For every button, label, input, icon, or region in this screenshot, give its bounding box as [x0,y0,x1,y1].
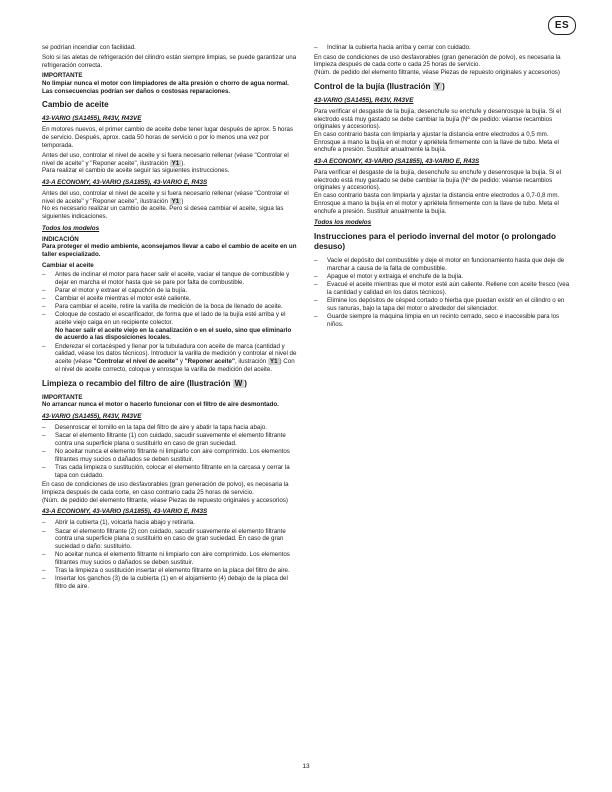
paragraph: Antes del uso, controlar el nivel de aceite y si fuera necesario rellenar (véase "Controlar el nivel de aceite" y "Reponer aceite", ilustración Y1 ) [42,189,289,205]
illustration-ref: Y [434,81,441,91]
illustration-ref: W [234,378,243,388]
list-item: – No aceitar nunca el elemento filtrante ni limpiarlo con aire comprimido. Los elementos filtrantes muy sucios o dañados se deben sustituir. [42,448,298,463]
air-filter-steps [42,519,298,590]
section-title-air-filter: Limpieza o recambio del filtro de aire (Ilustración W ) [42,378,247,388]
list-item: – Tras la limpieza o sustitución insertar el elemento filtrante en la placa del filtro de aire. [42,567,298,575]
paragraph: En caso de condiciones de uso desfavorables (gran generación de polvo), es necesaria la limpieza después de cada corte, en caso contrario cada 25 horas de servicio. [42,481,289,497]
list-item: – Desenroscar el tornillo en la tapa del filtro de aire y abatir la tapa hacia abajo. [42,424,298,432]
paragraph: (Núm. de pedido del elemento filtrante, véase Piezas de repuesto originales y accesorios) [42,496,288,504]
intro-text: se podrían incendiar con facilidad. [42,44,136,51]
list-item: – Enderezar el cortacésped y llenar por la tubuladura con aceite de marca (cantidad y calidad, véase los datos técnicos). Introducir la varilla de medición y controlar el nivel de aceite (véase "Controlar el nivel de aceite" y "Reponer aceite", ilustración Y1 ) Con el nivel de aceite correcto, coloque y enrosque la varilla de medición del aceite. [42,343,298,374]
list-item: – No aceitar nunca el elemento filtrante ni limpiarlo con aire comprimido. Los elementos filtrantes muy sucios o dañados se deben sustituir. [42,551,298,566]
illustration-ref: Y1 [171,159,180,167]
right-column [314,44,572,331]
air-filter-steps-cont [314,44,572,52]
list-item: – Cambiar el aceite mientras el motor esté caliente. [42,295,298,303]
intro-text: Solo si las aletas de refrigeración del cilindro están siempre limpias, se puede garantizar una refrigeración correcta. [42,54,297,69]
list-item: – Tras cada limpieza o sustitución, colocar el elemento filtrante en la carcasa y cerrar la tapa con cuidado. [42,464,298,479]
list-item: – Abrir la cubierta (1), volcarla hacia abajo y retirarla. [42,519,298,527]
model-subheading: 43-VARIO (SA1455), R43V, R43VE [42,115,142,123]
model-subheading: 43-A ECONOMY, 43-VARIO (SA1855), 43-VARIO E, R43S [42,178,208,186]
section-title-winter-storage: Instrucciones para el periodo invernal del motor (o prolongado desuso) [314,232,556,252]
language-badge: ES [548,16,576,35]
paragraph: En caso contrario basta con limpiarla y ajustar la distancia entre electrodos a 0,5 mm. Enrosque a mano la bujía en el motor y apriétela firmemente con la llave de tubo. Meta el enchufe a presión. Sustituir anualmente la bujía. [314,130,559,154]
paragraph: En motores nuevos, el primer cambio de aceite debe tener lugar después de aprox. 5 horas de servicio. Después, aprox. cada 50 horas de servicio o por lo menos una vez por temporada. [42,126,294,149]
section-title-oil-change: Cambio de aceite [42,100,109,110]
important-text: No arrancar nunca el motor o hacerlo funcionar con el filtro de aire desmontado. [42,401,279,409]
model-subheading: 43-A ECONOMY, 43-VARIO (SA1855), 43-VARIO E, R43S [42,508,208,516]
list-item: – Evacué el aceite mientras que el motor esté aún caliente. Rellene con aceite fresco (vea la cantidad y calidad en los datos técnicos). [314,281,572,296]
list-item: – Para cambiar el aceite, retire la varilla de medición de la boca de llenado de aceite. [42,303,298,311]
paragraph: Para verificar el desgaste de la bujía, desenchufe su enchufe y desenrosque la bujía. Si el electrodo está muy gastado se debe cambiar la bujía (Nº de pedido: véanse recambios originales y accesorios). [314,169,561,192]
paragraph: Para verificar el desgaste de la bujía, desenchufe su enchufe y desenrosque la bujía. Si el electrodo está muy gastado se debe cambiar la bujía (Nº de pedido: véanse recambios originales y accesorios). [314,107,561,131]
air-filter-steps [42,424,298,479]
list-item: – Parar el motor y extraer el capuchón de la bujía. [42,287,298,295]
paragraph: (Núm. de pedido del elemento filtrante, véase Piezas de repuesto originales y accesorios) [314,69,560,77]
list-item: – Coloque de costado el escarificador, de forma que el lado de la bujía esté arriba y el aceite viejo caiga en un recipiente colector. No hacer salir el aceite viejo en la canalización o en el suelo, sino que eliminarlo de acuerdo a las disposiciones locales. [42,311,298,342]
procedure-heading: Cambiar el aceite [42,261,94,269]
important-label: IMPORTANTE [42,72,83,80]
list-item: – Inclinar la cubierta hacia arriba y cerrar con cuidado. [314,44,572,52]
paragraph: En caso de condiciones de uso desfavorables (gran generación de polvo), es necesaria la limpieza después de cada corte o cada 25 horas de servicio. [314,53,561,69]
list-item: – Apague el motor y extraiga el enchufe de la bujía. [314,273,572,281]
all-models-subheading: Todos los modelos [314,219,372,227]
important-label: IMPORTANTE [42,393,83,401]
note-label: INDICACIÓN [42,235,79,243]
all-models-subheading: Todos los modelos [42,224,100,232]
paragraph: En caso contrario basta con limpiarla y ajustar la distancia entre electrodos a 0,7-0,8 mm. Enrosque a mano la bujía en el motor y apriétela firmemente con la llave de tubo. Meta el enchufe a presión. Sustituir anualmente la bujía. [314,192,560,215]
model-subheading: 43-VARIO (SA1455), R43V, R43VE [314,96,414,104]
paragraph: Para realizar el cambio de aceite seguir las siguientes instrucciones. [42,167,230,175]
list-item: – Sacar el elemento filtrante (1) con cuidado, sacudir suavemente el elemento filtrante contra una superficie plana o sustituirlo en caso de gran suciedad. [42,432,298,447]
note-text: Para proteger el medio ambiente, aconsejamos llevar a cabo el cambio de aceite en un taller especializado. [42,243,297,259]
important-text: No limpiar nunca el motor con limpiadores de alta presión o chorro de agua normal. Las consecuencias podrían ser daños o costosas reparaciones. [42,79,289,95]
illustration-ref: Y1 [171,197,180,205]
list-item: – Sacar el elemento filtrante (2) con cuidado, sacudir suavemente el elemento filtrante contra una superficie plana o sustituirlo en caso de gran suciedad. En caso de gran suciedad o daño: sustituirlo. [42,528,298,551]
page-number: 13 [302,763,310,770]
list-item: – Elimine los depósitos de césped cortado o hierba que puedan existir en el cilindro o en sus ranuras, bajo la tapa del motor o alrededor del silenciador. [314,297,572,312]
illustration-ref: Y1 [269,358,278,366]
oil-change-steps [42,271,298,374]
left-column [42,44,298,593]
section-title-spark-plug: Control de la bujía (Ilustración Y ) [314,81,445,91]
winter-storage-steps [314,257,572,328]
paragraph: No es necesario realizar un cambio de aceite. Pero si desea cambiar el aceite, sigua las siguientes indicaciones. [42,205,284,221]
list-item: – Antes de inclinar el motor para hacer salir el aceite, vaciar el tanque de combustible y dejar en marcha el motor hasta que se pare por falta de combustible. [42,271,298,286]
list-item: – Vacíe el depósito del combustible y deje el motor en funcionamiento hasta que deje de marchar a causa de la falta de combustible. [314,257,572,272]
list-item: – Insertar los ganchos (3) de la cubierta (1) en el alojamiento (4) debajo de la placa del filtro de aire. [42,575,298,590]
paragraph: Antes del uso, controlar el nivel de aceite y si fuera necesario rellenar (véase "Controlar el nivel de aceite" y "Reponer aceite", ilustración Y1 ). [42,151,289,167]
model-subheading: 43-A ECONOMY, 43-VARIO (SA1855), 43-VARIO E, R43S [314,158,480,166]
model-subheading: 43-VARIO (SA1455), R43V, R43VE [42,412,142,420]
list-item: – Guarde siempre la máquina limpia en un recinto cerrado, seco e inaccesible para los niños. [314,313,572,328]
